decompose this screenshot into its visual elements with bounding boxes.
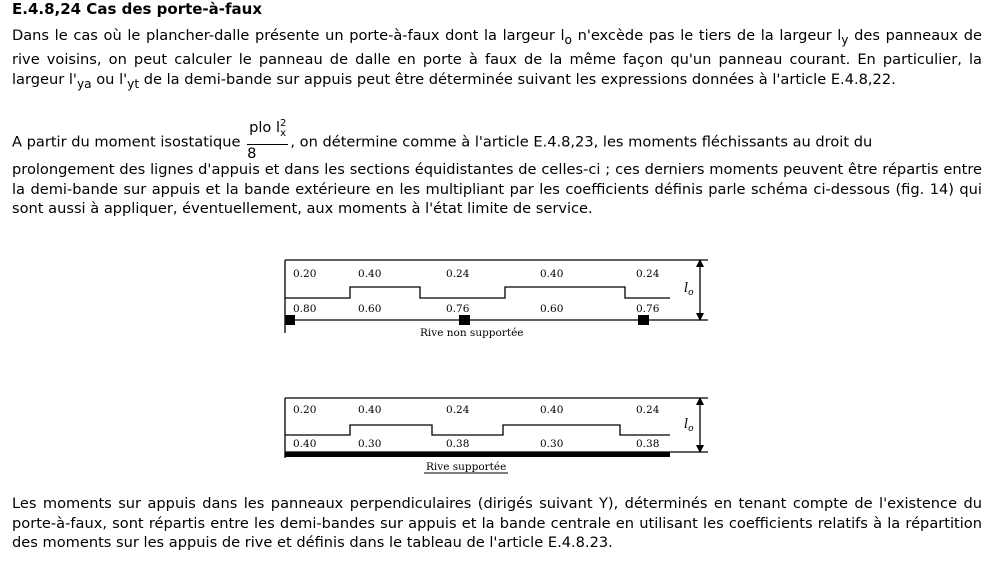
coef-bottom-4: 0.30 — [540, 438, 564, 450]
caption-rive-non-supportee: Rive non supportée — [420, 327, 524, 339]
coef-top-3: 0.24 — [446, 404, 470, 416]
coef-bottom-1: 0.80 — [293, 303, 317, 315]
dimension-label: $l_o$ — [684, 281, 694, 298]
paragraph-perpendicular-panels: Les moments sur appuis dans les panneaux perpendiculaires (dirigés suivant Y), déterminés en tenant compte de l'existence du porte-à-faux, sont répartis entre les demi-bandes sur appuis et la bande centrale en utilisant les coefficients relatifs à la répartition des moments sur les appuis de rive et définis dans le tableau de l'article E.4.8.23. — [12, 495, 982, 551]
supported-edge — [285, 452, 670, 457]
section-heading: E.4.8,24 Cas des porte-à-faux — [12, 0, 263, 18]
coef-top-3: 0.24 — [446, 268, 470, 280]
support-block — [638, 315, 649, 325]
coef-bottom-2: 0.30 — [358, 438, 382, 450]
dimension-label: $l_o$ — [684, 417, 694, 434]
caption-rive-supportee: Rive supportée — [426, 461, 507, 473]
paragraph-moment-continuation: prolongement des lignes d'appuis et dans les sections équidistantes de celles-ci ; ces derniers moments peuvent être répartis entre la demi-bande sur appuis et la bande extérieure en les multipliant par les coefficients définis parle schéma ci-dessous (fig. 14) qui sont aussi à appliquer, éventuellement, aux moments à l'état limite de service. — [12, 161, 982, 217]
isostatic-moment-formula: $\frac{plo l_x^2}{8}$ — [247, 114, 288, 163]
coef-bottom-2: 0.60 — [358, 303, 382, 315]
coef-bottom-1: 0.40 — [293, 438, 317, 450]
coef-bottom-3: 0.38 — [446, 438, 470, 450]
support-block — [285, 315, 295, 325]
paragraph-intro: Dans le cas où le plancher-dalle présente un porte-à-faux dont la largeur $l_o$ n'excède pas le tiers de la largeur $l_y$ des panneaux de rive voisins, on peut calculer le panneau de dalle en porte à faux de la même façon qu'un panneau courant. En particulier, la largeur $l'_{ya}$ ou $l'_{yt}$ de la demi-bande sur appuis peut être déterminée suivant les expressions données à l'article E.4.8,22. — [12, 27, 982, 91]
coef-top-5: 0.24 — [636, 404, 660, 416]
support-block — [459, 315, 470, 325]
coef-top-1: 0.20 — [293, 268, 317, 280]
coef-top-1: 0.20 — [293, 404, 317, 416]
coef-bottom-4: 0.60 — [540, 303, 564, 315]
coef-top-4: 0.40 — [540, 404, 564, 416]
coef-bottom-3: 0.76 — [446, 303, 470, 315]
coef-top-2: 0.40 — [358, 404, 382, 416]
coef-top-5: 0.24 — [636, 268, 660, 280]
coef-top-4: 0.40 — [540, 268, 564, 280]
coef-bottom-5: 0.38 — [636, 438, 660, 450]
paragraph-moment-line: A partir du moment isostatique $\frac{plo l_x^2}{8}$ , on détermine comme à l'article E.4.8,23, les moments fléchissants au droit du — [12, 118, 982, 167]
coef-top-2: 0.40 — [358, 268, 382, 280]
coef-bottom-5: 0.76 — [636, 303, 660, 315]
